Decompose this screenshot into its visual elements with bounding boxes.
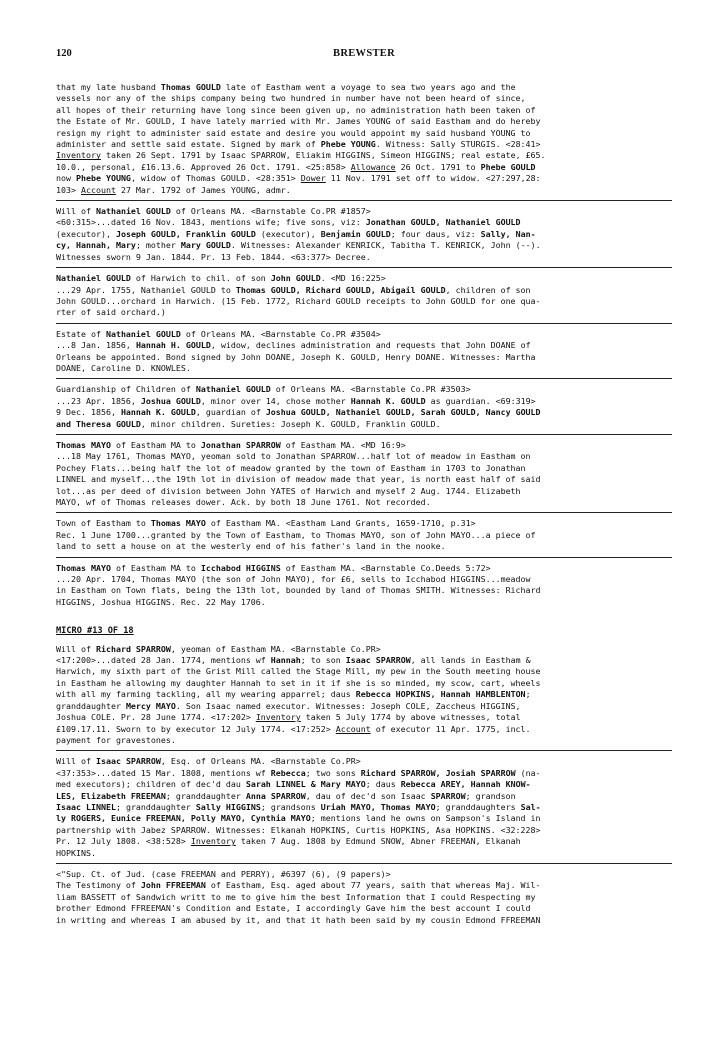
- text-run: , minor over 14, chose mother: [200, 395, 351, 406]
- text-line: [56, 185, 672, 196]
- text-line: [56, 541, 672, 552]
- text-run: 11 Nov. 1791 set off to widow. <27:297,28:: [325, 173, 541, 184]
- entry-group-1: [56, 82, 672, 612]
- text-run: , dau of dec'd son Isaac: [305, 790, 431, 801]
- text-line: [56, 128, 672, 139]
- name-bold: Nathaniel GOULD: [105, 328, 181, 339]
- text-run: 27 Mar. 1792 of James YOUNG, admr.: [115, 184, 291, 195]
- text-line: [56, 756, 672, 767]
- text-run: partnership with Jabez SPARROW. Witnesses: Elkanah HOPKINS, Curtis HOPKINS, Asa HOPKINS. <32:228>: [56, 824, 541, 835]
- text-run: 9 Dec. 1856,: [56, 407, 121, 418]
- text-run: . Witnesses: Alexander KENRICK, Tabitha T. KENRICK, John (--).: [230, 240, 541, 251]
- text-line: [56, 162, 672, 173]
- name-bold: Thomas GOULD, Richard GOULD, Abigail GOULD: [235, 284, 446, 295]
- text-line: [56, 139, 672, 150]
- name-bold: Hannah K. GOULD: [120, 407, 196, 418]
- name-bold: Rebecca AREY, Hannah KNOW-: [400, 779, 531, 790]
- name-bold: Isaac LINNEL: [56, 801, 116, 812]
- text-line: [56, 689, 672, 700]
- name-bold: Joshua GOULD: [140, 395, 201, 406]
- page-header: [56, 42, 672, 82]
- record-entry: [56, 434, 672, 512]
- text-run: payment for gravestones.: [56, 734, 176, 745]
- text-line: [56, 869, 672, 880]
- name-bold: Hannah: [270, 655, 301, 666]
- text-line: [56, 451, 672, 462]
- running-title: BREWSTER: [333, 48, 395, 59]
- text-run: taken 5 July 1774 by above witnesses, total: [300, 712, 521, 723]
- text-line: [56, 329, 672, 340]
- text-run: vessels nor any of the ships company being two hundred in number have not been heard of since,: [56, 93, 526, 104]
- text-line: [56, 463, 672, 474]
- text-line: [56, 384, 672, 395]
- text-run: of Orleans MA. <Barnstable Co.PR #3504>: [180, 328, 381, 339]
- name-bold: John GOULD: [270, 273, 321, 284]
- text-run: taken 26 Sept. 1791 by Isaac SPARROW, Eliakim HIGGINS, Simeon HIGGINS; real estate, £65.: [100, 150, 546, 161]
- text-line: [56, 892, 672, 903]
- text-run: Will of: [56, 756, 96, 767]
- text-run: liam BASSETT of Sandwich writt to me to give him the best Information that I could Respecting my: [56, 891, 536, 902]
- text-line: [56, 440, 672, 451]
- text-run: Town of Eastham to: [56, 518, 151, 529]
- text-run: DOANE, Caroline D. KNOWLES.: [56, 362, 191, 373]
- text-line: [56, 597, 672, 608]
- text-run: , guardian of: [195, 407, 266, 418]
- text-run: resign my right to administer said estate and desire you would appoint my said husband YOUNG to: [56, 127, 531, 138]
- text-run: <60:315>...dated 16 Nov. 1843, mentions wife; five sons, viz:: [56, 217, 366, 228]
- text-line: [56, 340, 672, 351]
- record-entry: [56, 323, 672, 379]
- text-line: [56, 486, 672, 497]
- text-run: . <MD 16:225>: [320, 273, 386, 284]
- name-bold: Joseph GOULD, Franklin GOULD: [115, 228, 256, 239]
- text-line: [56, 915, 672, 926]
- name-bold: Sal-: [520, 801, 541, 812]
- text-run: LINNEL and myself...the 19th lot in division of meadow made that year, is north east half of said: [56, 474, 541, 485]
- underlined-term: Allowance: [350, 161, 396, 172]
- text-line: [56, 530, 672, 541]
- name-bold: Thomas GOULD: [160, 82, 221, 92]
- text-run: The Testimony of: [56, 880, 141, 891]
- underlined-term: Inventory: [255, 712, 301, 723]
- text-run: Harwich, my sixth part of the Grist Mill called the Stage Mill, my pew in the South meeting house: [56, 666, 541, 677]
- document-body: [56, 82, 672, 930]
- name-bold: Isaac SPARROW: [345, 655, 411, 666]
- record-entry: [56, 644, 672, 751]
- text-run: Joshua COLE. Pr. 28 June 1774. <17:202>: [56, 712, 256, 723]
- record-entry: [56, 750, 672, 863]
- name-bold: Hannah H. GOULD: [135, 340, 211, 351]
- text-line: [56, 518, 672, 529]
- text-line: [56, 779, 672, 790]
- text-run: Guardianship of Children of: [56, 384, 196, 395]
- text-line: [56, 105, 672, 116]
- name-bold: Jonathan GOULD, Nathaniel GOULD: [365, 217, 521, 228]
- text-run: of Eastham MA to: [110, 562, 201, 573]
- text-line: [56, 296, 672, 307]
- text-line: [56, 712, 672, 723]
- text-run: with all my farming tackling, all my wearing apparrel; daus: [56, 689, 356, 700]
- text-line: [56, 363, 672, 374]
- text-run: 10.0., personal, £16.13.6. Approved 26 Oct. 1791. <25:858>: [56, 161, 351, 172]
- text-line: [56, 848, 672, 859]
- text-run: ; grandsons: [260, 801, 321, 812]
- record-entry: [56, 863, 672, 930]
- micro-label: MICRO #13 OF 18: [56, 626, 134, 637]
- text-run: lot...as per deed of division between John YATES of Harwich and myself 2 Aug. 1744. Elizabeth: [56, 485, 521, 496]
- text-run: land to sett a house on at the westerly end of his father's land in the nooke.: [56, 541, 446, 552]
- text-line: [56, 229, 672, 240]
- name-bold: Thomas MAYO: [56, 562, 111, 573]
- text-run: late of Eastham went a voyage to sea two years ago and the: [220, 82, 516, 92]
- text-line: [56, 724, 672, 735]
- text-run: 26 Oct. 1791 to: [395, 161, 481, 172]
- page-number: 120: [56, 48, 72, 59]
- text-line: [56, 273, 672, 284]
- underlined-term: Account: [80, 184, 116, 195]
- text-line: [56, 252, 672, 263]
- text-line: [56, 173, 672, 184]
- text-run: Pochey Flats...being half the lot of meadow granted by the town of Eastham in 1703 to Jonathan: [56, 462, 526, 473]
- text-run: <37:353>...dated 15 Mar. 1808, mentions wf: [56, 767, 271, 778]
- name-bold: Phebe YOUNG: [75, 173, 131, 184]
- record-entry: [56, 557, 672, 613]
- name-bold: Thomas MAYO: [150, 518, 206, 529]
- text-line: [56, 93, 672, 104]
- text-run: of Eastham MA. <Eastham Land Grants, 1659-1710, p.31>: [205, 518, 476, 529]
- text-run: ; granddaughter: [115, 801, 196, 812]
- underlined-term: Inventory: [56, 150, 101, 161]
- entry-group-2: [56, 644, 672, 930]
- text-line: [56, 497, 672, 508]
- name-bold: Anna SPARROW: [245, 790, 306, 801]
- underlined-term: Account: [335, 723, 371, 734]
- name-bold: Phebe GOULD: [480, 161, 536, 172]
- text-run: ; granddaughters: [435, 801, 521, 812]
- text-run: HOPKINS.: [56, 847, 96, 858]
- name-bold: Mary GOULD: [180, 240, 231, 251]
- text-line: [56, 644, 672, 655]
- text-line: [56, 678, 672, 689]
- text-run: , all lands in Eastham &: [410, 655, 531, 666]
- text-run: Will of: [56, 643, 96, 654]
- text-line: [56, 574, 672, 585]
- text-run: of Orleans MA. <Barnstable Co.PR #1857>: [170, 206, 371, 217]
- name-bold: Phebe YOUNG: [320, 139, 376, 150]
- text-line: [56, 666, 672, 677]
- text-run: of Eastham, Esq. aged about 77 years, saith that whereas Maj. Wil-: [205, 880, 541, 891]
- text-run: 103>: [56, 184, 81, 195]
- record-entry: [56, 512, 672, 556]
- text-line: [56, 396, 672, 407]
- text-run: ...8 Jan. 1856,: [56, 340, 136, 351]
- text-run: brother Edmond FFREEMAN's Condition and Estate, I accordingly Gave him the best account I could: [56, 903, 531, 914]
- name-bold: Nathaniel GOULD: [195, 384, 271, 395]
- text-run: , minor children. Sureties: Joseph K. GOULD, Franklin GOULD.: [140, 418, 441, 429]
- text-run: John GOULD...orchard in Harwich. (15 Feb. 1772, Richard GOULD receipts to John GOULD for one qua-: [56, 295, 541, 306]
- text-line: [56, 217, 672, 228]
- text-run: . Son Isaac named executor. Witnesses: Joseph COLE, Zaccheus HIGGINS,: [175, 700, 521, 711]
- name-bold: Thomas MAYO: [56, 439, 111, 450]
- text-run: , widow, declines administration and requests that John DOANE of: [210, 340, 531, 351]
- text-run: ; mother: [135, 240, 181, 251]
- name-bold: LES, Elizabeth FREEMAN: [56, 790, 166, 801]
- name-bold: Richard SPARROW, Josiah SPARROW: [360, 767, 516, 778]
- name-bold: Icchabod HIGGINS: [200, 562, 281, 573]
- text-line: [56, 836, 672, 847]
- text-run: , widow of Thomas GOULD. <28:351>: [130, 173, 301, 184]
- record-entry: [56, 82, 672, 200]
- name-bold: Sarah LINNEL & Mary MAYO: [245, 779, 366, 790]
- name-bold: Sally HIGGINS: [195, 801, 261, 812]
- text-line: [56, 116, 672, 127]
- text-run: ...20 Apr. 1704, Thomas MAYO (the son of John MAYO), for £6, sells to Icchabod HIGGINS...meadow: [56, 574, 531, 585]
- text-run: (na-: [515, 767, 541, 778]
- text-line: [56, 82, 672, 93]
- text-run: of executor 11 Apr. 1775, incl.: [370, 723, 531, 734]
- text-run: in writing and whereas I am abused by it, and that it hath been said by my cousin Edmond FFREEMAN: [56, 914, 541, 925]
- text-line: [56, 791, 672, 802]
- text-run: , yeoman of Eastham MA. <Barnstable Co.PR>: [170, 643, 381, 654]
- text-run: <17:200>...dated 28 Jan. 1774, mentions wf: [56, 655, 271, 666]
- text-line: [56, 307, 672, 318]
- text-run: Rec. 1 June 1700...granted by the Town of Eastham, to Thomas MAYO, son of John MAYO...a piece of: [56, 529, 536, 540]
- text-run: as guardian. <69:319>: [425, 395, 536, 406]
- text-run: now: [56, 173, 76, 184]
- name-bold: Richard SPARROW: [95, 643, 171, 654]
- text-run: , children of son: [445, 284, 531, 295]
- text-line: [56, 407, 672, 418]
- name-bold: Uriah MAYO, Thomas MAYO: [320, 801, 436, 812]
- text-run: (executor),: [56, 228, 116, 239]
- text-run: ; four daus, viz:: [390, 228, 481, 239]
- text-run: of Eastham MA. <MD 16:9>: [280, 439, 406, 450]
- text-run: Witnesses sworn 9 Jan. 1844. Pr. 13 Feb. 1844. <63:377> Decree.: [56, 251, 371, 262]
- name-bold: Nathaniel GOULD: [95, 206, 171, 217]
- text-line: [56, 285, 672, 296]
- text-line: [56, 802, 672, 813]
- text-line: [56, 352, 672, 363]
- text-run: in Eastham he allowing my daughter Hannah to set in it if she is so minded, my scow, cart, wheels: [56, 677, 541, 688]
- name-bold: Isaac SPARROW: [95, 756, 161, 767]
- underlined-term: Dower: [300, 173, 326, 184]
- name-bold: Rebecca: [270, 767, 306, 778]
- text-run: Estate of: [56, 328, 106, 339]
- text-run: ;: [525, 689, 531, 700]
- text-run: of Harwich to chil. of son: [130, 273, 271, 284]
- text-line: [56, 701, 672, 712]
- text-run: ; mentions land he owns on Sampson's Island in: [310, 813, 541, 824]
- text-run: ; granddaughter: [165, 790, 246, 801]
- text-run: ...29 Apr. 1755, Nathaniel GOULD to: [56, 284, 236, 295]
- text-line: [56, 903, 672, 914]
- text-run: Orleans be appointed. Bond signed by John DOANE, Joseph K. GOULD, Henry DOANE. Witnesses: Martha: [56, 351, 536, 362]
- underlined-term: Inventory: [190, 836, 236, 847]
- text-line: [56, 768, 672, 779]
- text-run: (executor),: [255, 228, 321, 239]
- text-line: [56, 813, 672, 824]
- text-line: [56, 474, 672, 485]
- text-line: [56, 150, 672, 161]
- text-run: med executors); children of dec'd dau: [56, 779, 246, 790]
- text-run: ; two sons: [305, 767, 361, 778]
- text-line: [56, 206, 672, 217]
- text-run: taken 7 Aug. 1808 by Edmund SNOW, Abner FREEMAN, Elkanah: [235, 836, 521, 847]
- text-line: [56, 240, 672, 251]
- text-run: <"Sup. Ct. of Jud. (case FREEMAN and PERRY), #6397 (6), (9 papers)>: [56, 868, 391, 879]
- text-line: [56, 563, 672, 574]
- text-run: ; to son: [300, 655, 346, 666]
- text-line: [56, 825, 672, 836]
- text-run: Pr. 12 July 1808. <38:528>: [56, 836, 191, 847]
- text-run: HIGGINS, Joshua HIGGINS. Rec. 22 May 1706.: [56, 596, 266, 607]
- name-bold: cy, Hannah, Mary: [56, 240, 136, 251]
- text-run: of Eastham MA. <Barnstable Co.Deeds 5:72>: [280, 562, 491, 573]
- text-run: in Eastham on Town flats, being the 13th lot, bounded by land of Thomas SMITH. Witnesses: Richard: [56, 585, 541, 596]
- record-entry: [56, 267, 672, 323]
- name-bold: Mercy MAYO: [125, 700, 176, 711]
- text-line: [56, 655, 672, 666]
- name-bold: Rebecca HOPKINS, Hannah HAMBLENTON: [355, 689, 526, 700]
- text-run: the Estate of Mr. GOULD, I have lately married with Mr. James YOUNG of said Eastham and do hereby: [56, 116, 541, 127]
- name-bold: Benjamin GOULD: [320, 228, 391, 239]
- text-line: [56, 880, 672, 891]
- record-entry: [56, 200, 672, 267]
- text-run: ...18 May 1761, Thomas MAYO, yeoman sold to Jonathan SPARROW...half lot of meadow in Eastham on: [56, 451, 531, 462]
- text-run: of Orleans MA. <Barnstable Co.PR #3503>: [270, 384, 471, 395]
- text-run: granddaughter: [56, 700, 126, 711]
- name-bold: Nathaniel GOULD: [56, 273, 131, 284]
- text-run: rter of said orchard.): [56, 307, 166, 318]
- text-line: [56, 735, 672, 746]
- name-bold: Sally, Nan-: [480, 228, 536, 239]
- text-run: Will of: [56, 206, 96, 217]
- name-bold: Jonathan SPARROW: [200, 439, 281, 450]
- name-bold: ly ROGERS, Eunice FREEMAN, Polly MAYO, Cynthia MAYO: [56, 813, 311, 824]
- text-run: ; grandson: [465, 790, 516, 801]
- name-bold: and Theresa GOULD: [56, 418, 141, 429]
- name-bold: Hannah K. GOULD: [350, 395, 426, 406]
- text-run: ; daus: [365, 779, 401, 790]
- name-bold: SPARROW: [430, 790, 466, 801]
- text-run: of Eastham MA to: [110, 439, 201, 450]
- record-entry: [56, 378, 672, 434]
- text-run: ...23 Apr. 1856,: [56, 395, 141, 406]
- text-run: that my late husband: [56, 82, 161, 92]
- text-line: [56, 419, 672, 430]
- text-run: all hopes of their returning have long since been given up, no administration hath been taken of: [56, 104, 536, 115]
- text-run: administer and settle said estate. Signed by mark of: [56, 139, 321, 150]
- text-run: £109.17.11. Sworn to by executor 12 July 1774. <17:252>: [56, 723, 336, 734]
- text-run: . Witness: Sally STURGIS. <28:41>: [375, 139, 541, 150]
- name-bold: John FFREEMAN: [140, 880, 206, 891]
- text-run: , Esq. of Orleans MA. <Barnstable Co.PR>: [160, 756, 361, 767]
- text-run: MAYO, wf of Thomas releases dower. Ack. by both 18 June 1761. Not recorded.: [56, 497, 431, 507]
- name-bold: Joshua GOULD, Nathaniel GOULD, Sarah GOULD, Nancy GOULD: [265, 407, 541, 418]
- text-line: [56, 585, 672, 596]
